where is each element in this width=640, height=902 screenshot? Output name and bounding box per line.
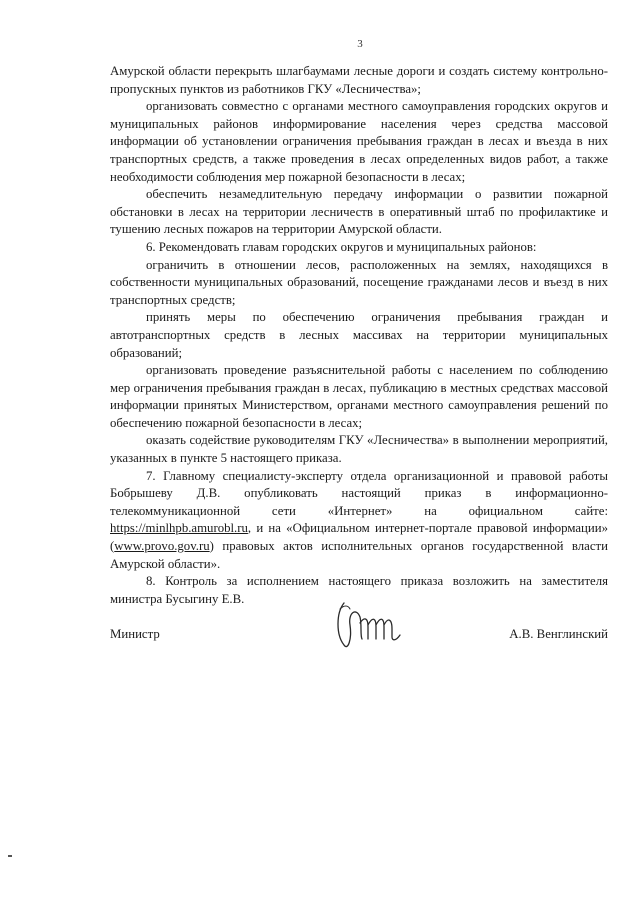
paragraph-2: организовать совместно с органами местного самоуправления городских округов и муниципальных районов информирование населения через средства массовой информации об установлении ограничения пребывания граждан в лесах и въезда в них транспортных средств, а также проведения в лесах определенных видов работ, а также необходимости соблюдения мер пожарной безопасности в лесах; (110, 99, 608, 184)
paragraph-3: обеспечить незамедлительную передачу информации о развитии пожарной обстановки в лесах на территории лесничеств в оперативный штаб по профилактике и тушению лесных пожаров на территории Амурской области. (110, 187, 608, 237)
publication-text-3: ) правовых актов исполнительных органов государственной власти Амурской области». (110, 539, 608, 571)
publication-text-2: , и на «Официальном интернет-портале правовой информации» ( (110, 521, 608, 554)
paragraph-4: 6. Рекомендовать главам городских округов и муниципальных районов: (146, 239, 537, 254)
paragraph-6: принять меры по обеспечению ограничения пребывания граждан и автотранспортных средств в лесных массивах на территории муниципальных образований; (110, 310, 608, 360)
legal-portal-link[interactable]: www.provo.gov.ru (114, 539, 210, 554)
handwritten-signature-icon (330, 595, 420, 653)
paragraph-8: оказать содействие руководителям ГКУ «Лесничества» в выполнении мероприятий, указанных в пункте 5 настоящего приказа. (110, 433, 608, 466)
page-number: 3 (357, 38, 363, 50)
paragraph-control: 8. Контроль за исполнением настоящего приказа возложить на заместителя министра Бусыгину Е.В. (110, 574, 608, 606)
document-body (110, 63, 608, 608)
signature-block (110, 595, 608, 655)
paragraph-7: организовать проведение разъяснительной работы с населением по соблюдению мер ограничения пребывания граждан в лесах, публикацию в местных средствах массовой информации принятых Министерством, органами местного самоуправления решений по обеспечению пожарной безопасности в лесах; (110, 363, 608, 430)
signer-title: Министр (110, 627, 160, 641)
paragraph-1: Амурской области перекрыть шлагбаумами лесные дороги и создать систему контрольно-пропускных пунктов из работников ГКУ «Лесничества»; (110, 64, 608, 96)
paragraph-publication (110, 468, 608, 574)
paragraph-5: ограничить в отношении лесов, расположенных на землях, находящихся в собственности муниципальных образований, посещение гражданами лесов и въезд в них транспортных средств; (110, 257, 608, 307)
scan-artifact (8, 855, 12, 857)
publication-text-1: 7. Главному специалисту-эксперту отдела организационной и правовой работы Бобрышеву Д.В. опубликовать настоящий приказ в информационно-телекоммуникационной сети «Интернет» на официальном сайте: (110, 468, 608, 518)
signer-name: А.В. Венглинский (509, 627, 608, 641)
official-site-link[interactable]: https://minlhpb.amurobl.ru (110, 521, 248, 536)
